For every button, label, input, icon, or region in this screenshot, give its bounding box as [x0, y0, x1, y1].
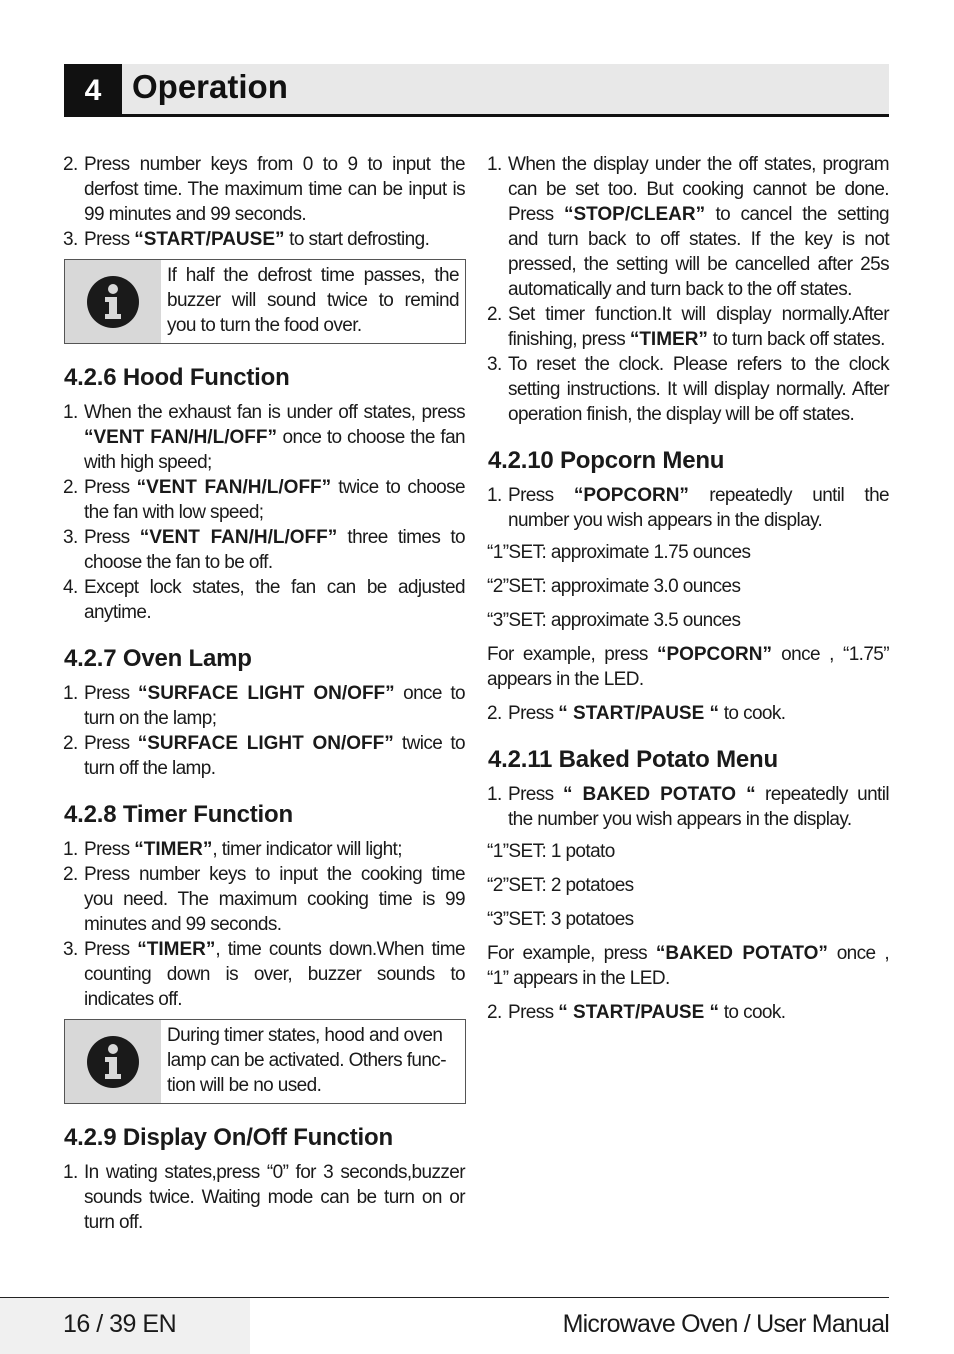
info-note — [64, 1019, 466, 1104]
section-heading: 4.2.9 Display On/Off Function — [64, 1124, 393, 1151]
set-line: “3”SET: approximate 3.5 ounces — [487, 610, 741, 631]
list-item: 3. Press “VENT FAN/H/L/OFF” three times to choose the fan to be off. — [63, 527, 465, 573]
note-text: If half the defrost time passes, the buzzer will sound twice to remind you to turn the food over. — [167, 265, 459, 336]
chapter-header — [64, 64, 889, 117]
example-line: For example, press “POPCORN” once , “1.75” appears in the LED. — [487, 644, 889, 690]
list-item: 3. To reset the clock. Please refers to the clock setting instructions. It will display normally. After operation finish, the display will be off states. — [487, 354, 889, 425]
list-item: 1. Press “ BAKED POTATO “ repeatedly until the number you wish appears in the display. — [487, 784, 889, 830]
footer-divider — [0, 1297, 889, 1298]
set-line: “1”SET: approximate 1.75 ounces — [487, 542, 751, 563]
hood-steps — [63, 400, 465, 625]
lamp-steps — [63, 681, 465, 781]
section-heading: 4.2.11 Baked Potato Menu — [488, 746, 778, 773]
document-title: Microwave Oven / User Manual — [562, 1310, 889, 1338]
note-text: During timer states, hood and oven lamp can be activated. Others func-tion will be no used. — [167, 1025, 446, 1096]
potato-step-2 — [487, 1000, 889, 1025]
list-item: 1. In wating states,press “0” for 3 seconds,buzzer sounds twice. Waiting mode can be turn on or turn off. — [63, 1162, 465, 1233]
info-icon — [65, 260, 161, 343]
example-line: For example, press “BAKED POTATO” once , “1” appears in the LED. — [487, 943, 889, 989]
info-note — [64, 259, 466, 344]
list-item: 2. Press “ START/PAUSE “ to cook. — [487, 703, 786, 724]
list-item: 3. Press “TIMER”, time counts down.When time counting down is over, buzzer sounds to indicates off. — [63, 939, 465, 1010]
display-notes — [487, 152, 889, 427]
info-icon — [65, 1020, 161, 1103]
list-item: 1. When the display under the off states, program can be set too. But cooking cannot be done. Press “STOP/CLEAR” to cancel the setting and turn back to off states. If the key is not pressed, the setting will be cancelled after 25s automatically and turn back to the off states. — [487, 154, 890, 300]
potato-step-1 — [487, 782, 889, 832]
set-line: “1”SET: 1 potato — [487, 841, 615, 862]
list-item: 2. Press number keys from 0 to 9 to input the derfost time. The maximum time can be input is 99 minutes and 99 seconds. — [63, 154, 465, 225]
list-item: 2. Press number keys to input the cooking time you need. The maximum cooking time is 99 minutes and 99 seconds. — [63, 864, 465, 935]
popcorn-step-2 — [487, 701, 889, 726]
list-item: 1. Press “TIMER”, timer indicator will light; — [63, 839, 402, 860]
section-heading: 4.2.7 Oven Lamp — [64, 645, 252, 672]
list-item: 2. Press “VENT FAN/H/L/OFF” twice to choose the fan with low speed; — [63, 477, 466, 523]
timer-steps — [63, 837, 465, 1012]
list-item: 2. Press “SURFACE LIGHT ON/OFF” twice to turn off the lamp. — [63, 733, 465, 779]
popcorn-step-1 — [487, 483, 889, 533]
chapter-number: 4 — [64, 64, 122, 117]
list-item: 3. Press “START/PAUSE” to start defrosting. — [63, 229, 430, 250]
set-line: “2”SET: 2 potatoes — [487, 875, 634, 896]
section-heading: 4.2.8 Timer Function — [64, 801, 293, 828]
list-item: 2. Set timer function.It will display normally.After finishing, press “TIMER” to turn back off states. — [487, 304, 889, 350]
left-column — [63, 152, 465, 1242]
defrost-steps — [63, 152, 465, 252]
list-item: 1. When the exhaust fan is under off states, press “VENT FAN/H/L/OFF” once to choose the fan with high speed; — [63, 402, 465, 473]
chapter-title: Operation — [132, 68, 288, 105]
set-line: “3”SET: 3 potatoes — [487, 909, 634, 930]
section-heading: 4.2.10 Popcorn Menu — [488, 447, 725, 474]
page-number: 16 / 39 EN — [63, 1310, 177, 1338]
right-column — [487, 152, 889, 1032]
set-line: “2”SET: approximate 3.0 ounces — [487, 576, 741, 597]
list-item: 2. Press “ START/PAUSE “ to cook. — [487, 1002, 786, 1023]
display-steps — [63, 1160, 465, 1235]
list-item: 1. Press “SURFACE LIGHT ON/OFF” once to turn on the lamp; — [63, 683, 465, 729]
list-item: 4. Except lock states, the fan can be adjusted anytime. — [63, 577, 465, 623]
list-item: 1. Press “POPCORN” repeatedly until the number you wish appears in the display. — [487, 485, 889, 531]
section-heading: 4.2.6 Hood Function — [64, 364, 290, 391]
